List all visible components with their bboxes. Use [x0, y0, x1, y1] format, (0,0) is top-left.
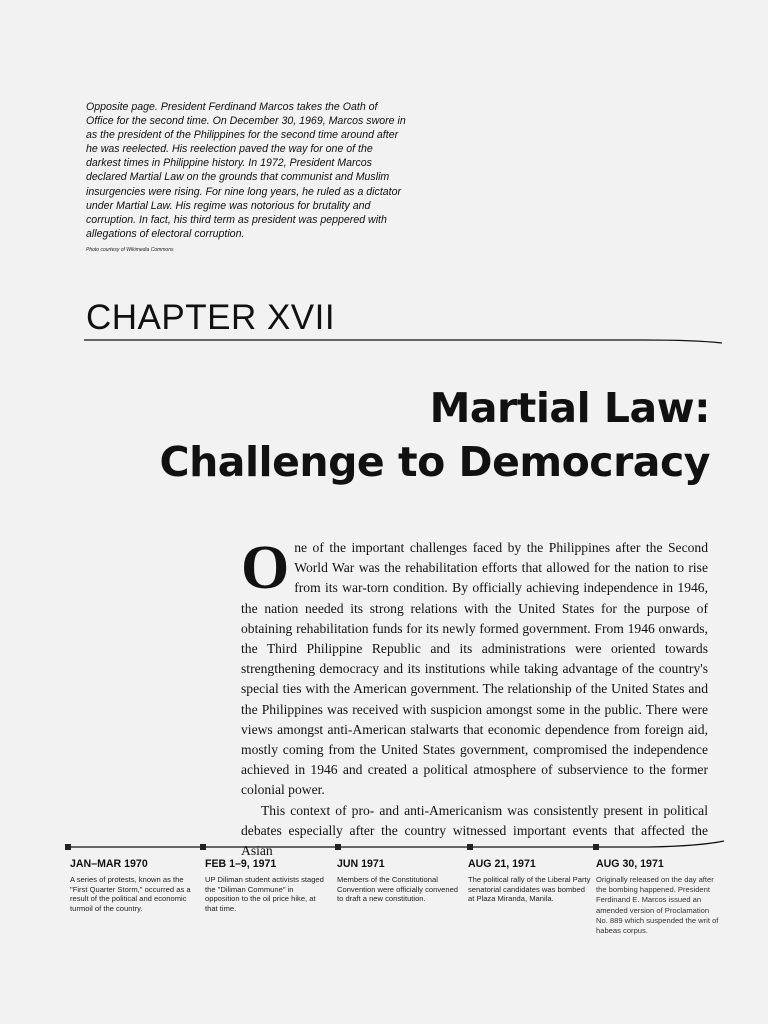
timeline-marker — [593, 844, 599, 850]
timeline-marker — [200, 844, 206, 850]
chapter-title-line-1: Martial Law: — [429, 384, 710, 432]
timeline-date: JAN–MAR 1970 — [70, 858, 148, 870]
body-text — [241, 534, 708, 861]
timeline-description: The political rally of the Liberal Party senatorial candidates was bombed at Plaza Miranda, Manila. — [468, 875, 591, 904]
chapter-divider — [84, 331, 724, 345]
timeline-date: FEB 1–9, 1971 — [205, 858, 277, 870]
chapter-title-line-2: Challenge to Democracy — [159, 438, 710, 486]
paragraph-1 — [241, 534, 708, 801]
timeline-date: JUN 1971 — [337, 858, 385, 870]
paragraph-2: This context of pro- and anti-Americanism was consistently present in political debates especially after the country witnessed important events that affected the Asian — [241, 802, 708, 859]
timeline-date: AUG 30, 1971 — [596, 858, 664, 870]
timeline-marker — [335, 844, 341, 850]
timeline-description: A series of protests, known as the "First Quarter Storm," occurred as a result of the political and economic turmoil of the country. — [70, 875, 191, 914]
timeline-entry — [468, 858, 593, 904]
timeline-entry — [70, 858, 195, 914]
timeline-line — [0, 838, 768, 858]
drop-cap: O — [241, 534, 290, 602]
timeline-description: Members of the Constitutional Convention were officially convened to draft a new constitution. — [337, 875, 459, 904]
timeline-entry — [596, 858, 721, 936]
chapter-label: CHAPTER XVII — [86, 298, 336, 337]
timeline-marker — [467, 844, 473, 850]
timeline-description: Originally released on the day after the bombing happened. President Ferdinand E. Marcos issued an amended version of Proclamation No. 889 which suspended the writ of habeas corpus. — [596, 875, 719, 936]
timeline-entry — [205, 858, 330, 914]
photo-caption: Opposite page. President Ferdinand Marcos takes the Oath of Office for the second time. On December 30, 1969, Marcos swore in as the president of the Philippines for the second time around after he was reelected. His reelection paved the way for one of the darkest times in Philippine history. In 1972, President Marcos declared Martial Law on the grounds that communist and Muslim insurgencies were rising. For nine long years, he ruled as a dictator under Martial Law. His regime was notorious for brutality and corruption. In fact, his third term as president was peppered with allegations of electoral corruption. — [86, 101, 406, 240]
timeline-description: UP Diliman student activists staged the "Diliman Commune" in opposition to the oil price hike, at that time. — [205, 875, 324, 914]
timeline-entry — [337, 858, 462, 904]
timeline-marker — [65, 844, 71, 850]
timeline-date: AUG 21, 1971 — [468, 858, 536, 870]
photo-credit: Photo courtesy of Wikimedia Commons — [86, 247, 174, 253]
paragraph-1-text: ne of the important challenges faced by the Philippines after the Second World War was the rehabilitation efforts that allowed for the nation to rise from its war-torn condition. By officially achieving independence in 1946, the nation needed its strong relations with the United States for the purpose of obtaining rehabilitation funds for its newly formed government. From 1946 onwards, the Third Philippine Republic and its administrations were oriented towards strengthening democracy and its institutions while taking advantage of the country's special ties with the American government. The relationship of the United States and the Philippines was received with suspicion amongst some in the public. There were views amongst anti-American stalwarts that economic dependence from foreign aid, mostly coming from the United States government, compromised the independence achieved in 1946 and created a political atmosphere of subservience to the former colonial power. — [241, 540, 708, 798]
